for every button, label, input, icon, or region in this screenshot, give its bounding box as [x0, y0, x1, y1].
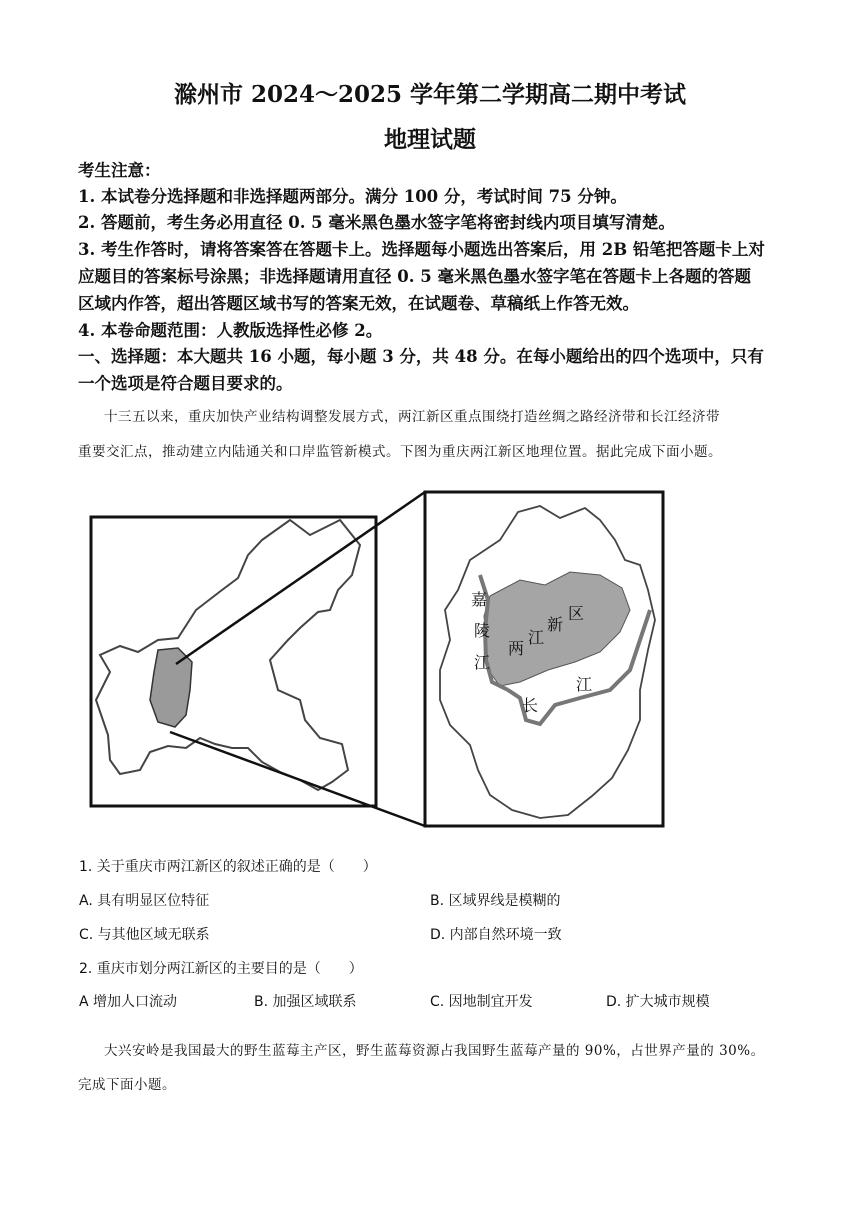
page-title: 滁州市 2024～2025 学年第二学期高二期中考试	[173, 81, 687, 108]
q2-option-c: C. 因地制宜开发	[430, 994, 533, 1010]
map-connector-bottom	[170, 732, 425, 826]
notice-item-1: 1. 本试卷分选择题和非选择题两部分。满分 100 分，考试时间 75 分钟。	[78, 187, 627, 206]
map-label-xin: 新	[547, 615, 564, 634]
map-label-chang: 长	[522, 696, 539, 715]
page-subtitle: 地理试题	[384, 126, 476, 153]
chongqing-outline	[96, 520, 360, 790]
liangjiang-small	[150, 648, 192, 727]
q1-stem: 1. 关于重庆市两江新区的叙述正确的是（ ）	[79, 859, 377, 875]
passage1-line1: 十三五以来，重庆加快产业结构调整发展方式，两江新区重点围绕打造丝绸之路经济带和长江经济带	[104, 409, 720, 425]
notice-item-3-cont: 应题目的答案标号涂黑；非选择题请用直径 0. 5 毫米黑色墨水签字笔在答题卡上各题的答题	[78, 267, 751, 286]
map-label-liang: 两	[508, 639, 525, 658]
notice-item-3-cont2: 区域内作答，超出答题区域书写的答案无效，在试题卷、草稿纸上作答无效。	[78, 294, 639, 313]
passage2-line2: 完成下面小题。	[78, 1077, 176, 1093]
notice-item-2: 2. 答题前，考生务必用直径 0. 5 毫米黑色墨水签字笔将密封线内项目填写清楚。	[78, 213, 675, 232]
section-heading-line2: 一个选项是符合题目要求的。	[78, 374, 293, 393]
notice-heading: 考生注意：	[78, 161, 161, 180]
q1-option-b: B. 区域界线是模糊的	[430, 893, 561, 909]
map-label-jiang3: 江	[576, 675, 593, 694]
q1-option-d: D. 内部自然环境一致	[430, 927, 562, 943]
passage2-line1: 大兴安岭是我国最大的野生蓝莓主产区，野生蓝莓资源占我国野生蓝莓产量的 90%，占世界产量的 30%。	[104, 1043, 765, 1059]
notice-item-3: 3. 考生作答时，请将答案答在答题卡上。选择题每小题选出答案后，用 2B 铅笔把答题卡上对	[78, 240, 765, 259]
map-label-jiang2: 江	[528, 628, 545, 647]
q1-option-a: A. 具有明显区位特征	[79, 893, 210, 909]
q2-stem: 2. 重庆市划分两江新区的主要目的是（ ）	[79, 961, 363, 977]
map-left-frame	[91, 517, 376, 806]
passage1-line2: 重要交汇点，推动建立内陆通关和口岸监管新模式。下图为重庆两江新区地理位置。据此完成下面小题。	[78, 444, 722, 460]
notice-item-4: 4. 本卷命题范围：人教版选择性必修 2。	[78, 321, 383, 340]
map-label-ling: 陵	[474, 621, 491, 640]
q1-option-c: C. 与其他区域无联系	[79, 927, 210, 943]
map-label-qu: 区	[568, 604, 585, 623]
q2-option-b: B. 加强区域联系	[254, 994, 357, 1010]
q2-option-a: A 增加人口流动	[79, 994, 178, 1010]
q2-option-d: D. 扩大城市规模	[606, 994, 710, 1010]
map-label-jiang1: 江	[474, 653, 491, 672]
section-heading-line1: 一、选择题：本大题共 16 小题，每小题 3 分，共 48 分。在每小题给出的四个选项中，只有	[78, 347, 764, 366]
map-label-jia: 嘉	[471, 590, 488, 609]
